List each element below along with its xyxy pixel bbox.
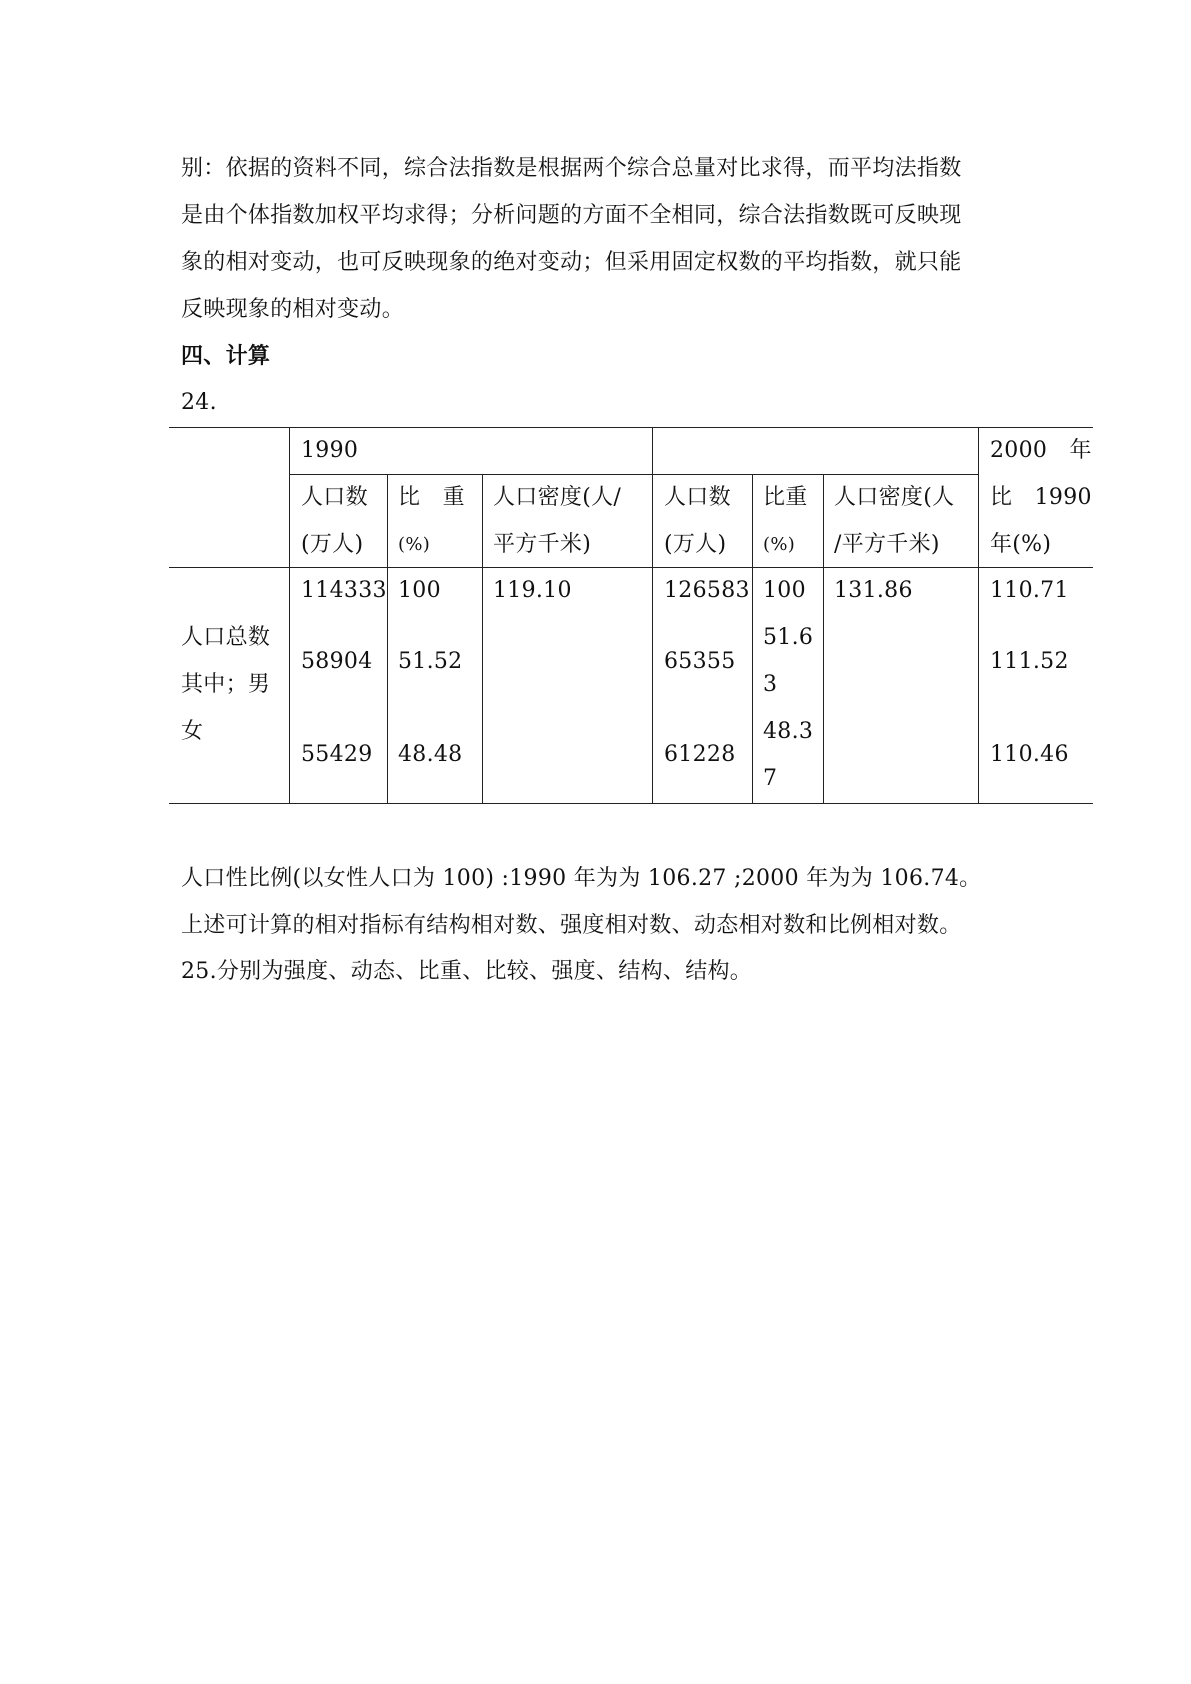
male-pop-1990: 58904 xyxy=(301,649,373,674)
male-share-2000-line-2: 3 xyxy=(763,672,778,697)
total-ratio: 110.71 xyxy=(990,578,1069,603)
male-ratio: 111.52 xyxy=(990,649,1069,674)
col-rule-2 xyxy=(387,474,388,804)
female-share-2000-line-2: 7 xyxy=(763,766,778,791)
question-number-24: 24. xyxy=(181,390,217,415)
header-ratio-line-1: 2000 年 xyxy=(990,438,1092,463)
table-header-bottom-rule xyxy=(169,567,1093,568)
col-rule-5 xyxy=(752,474,753,804)
female-ratio: 110.46 xyxy=(990,742,1069,767)
male-share-2000-line-1: 51.6 xyxy=(763,625,814,650)
section-heading: 四、计算 xyxy=(181,343,271,369)
total-pop-2000: 126583 xyxy=(664,578,750,603)
population-table xyxy=(169,427,1093,805)
table-bottom-rule xyxy=(169,803,1093,804)
header-pop-2000-unit: (万人) xyxy=(664,532,727,557)
relative-indicators-line: 上述可计算的相对指标有结构相对数、强度相对数、动态相对数和比例相对数。 xyxy=(181,913,962,938)
header-share-1990-unit: (%) xyxy=(398,534,431,555)
col-rule-4 xyxy=(652,427,653,804)
female-share-2000-line-1: 48.3 xyxy=(763,719,814,744)
paragraph-line-1: 别：依据的资料不同，综合法指数是根据两个综合总量对比求得，而平均法指数 xyxy=(181,156,962,181)
sex-ratio-line: 人口性比例(以女性人口为 100) :1990 年为为 106.27 ;2000 年为为 106.74。 xyxy=(181,866,982,891)
total-share-2000: 100 xyxy=(763,578,806,603)
female-pop-2000: 61228 xyxy=(664,742,736,767)
total-share-1990: 100 xyxy=(398,578,441,603)
col-rule-1 xyxy=(289,427,290,804)
total-density-1990: 119.10 xyxy=(493,578,572,603)
header-pop-1990-unit: (万人) xyxy=(301,532,364,557)
col-rule-6 xyxy=(823,474,824,804)
header-density-2000-unit: /平方千米) xyxy=(834,532,940,557)
female-pop-1990: 55429 xyxy=(301,742,373,767)
col-rule-7 xyxy=(978,427,979,804)
header-share-2000-unit: (%) xyxy=(763,534,796,555)
header-share-2000: 比重 xyxy=(763,485,808,510)
male-share-1990: 51.52 xyxy=(398,649,463,674)
row-label-total: 人口总数 xyxy=(181,625,271,650)
header-ratio-line-3: 年(%) xyxy=(990,532,1052,557)
table-header-divider xyxy=(289,474,978,475)
header-ratio-line-2: 比 1990 xyxy=(990,485,1092,510)
table-top-rule xyxy=(169,427,1093,428)
paragraph-line-3: 象的相对变动，也可反映现象的绝对变动；但采用固定权数的平均指数，就只能 xyxy=(181,250,962,275)
col-rule-3 xyxy=(482,474,483,804)
answer-25-line: 25.分别为强度、动态、比重、比较、强度、结构、结构。 xyxy=(181,959,753,984)
paragraph-line-2: 是由个体指数加权平均求得；分析问题的方面不全相同，综合法指数既可反映现 xyxy=(181,203,962,228)
header-share-1990: 比 重 xyxy=(398,485,465,510)
paragraph-line-4: 反映现象的相对变动。 xyxy=(181,297,405,322)
header-density-1990-unit: 平方千米) xyxy=(493,532,592,557)
female-share-1990: 48.48 xyxy=(398,742,463,767)
row-label-female: 女 xyxy=(181,719,204,744)
header-pop-2000: 人口数 xyxy=(664,485,731,510)
total-density-2000: 131.86 xyxy=(834,578,913,603)
header-density-1990: 人口密度(人/ xyxy=(493,485,622,510)
header-density-2000: 人口密度(人 xyxy=(834,485,955,510)
total-pop-1990: 114333 xyxy=(301,578,387,603)
header-pop-1990: 人口数 xyxy=(301,485,368,510)
male-pop-2000: 65355 xyxy=(664,649,736,674)
row-label-male: 其中；男 xyxy=(181,672,271,697)
header-year-1990: 1990 xyxy=(301,438,359,463)
